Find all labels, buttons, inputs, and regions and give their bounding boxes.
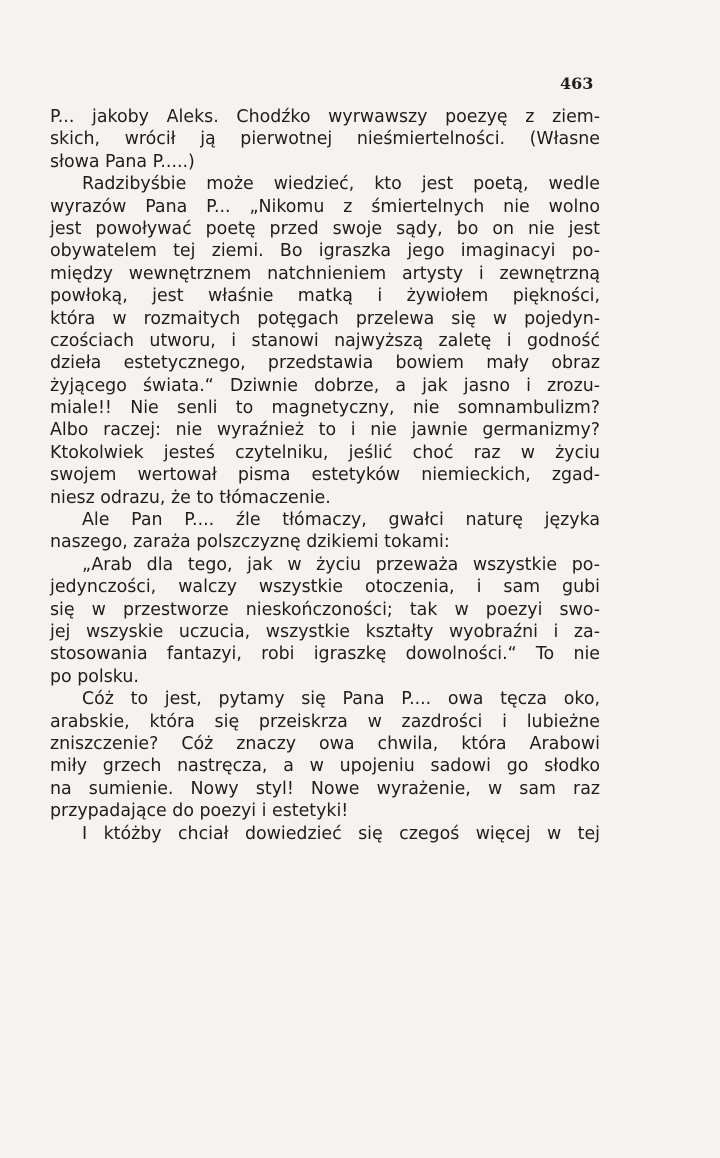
- text-line: Albo raczej: nie wyraźnież to i nie jawnie germanizmy?: [50, 420, 600, 441]
- text-line: Cóż to jest, pytamy się Pana P.... owa tęcza oko,: [82, 689, 600, 710]
- text-line: powłoką, jest właśnie matką i żywiołem piękności,: [50, 286, 600, 307]
- text-line: zniszczenie? Cóż znaczy owa chwila, która Arabowi: [50, 733, 600, 754]
- text-line: Ale Pan P.... źle tłómaczy, gwałci naturę języka: [82, 510, 600, 531]
- text-line: swojem wertował pisma estetyków niemieckich, zgad-: [50, 465, 600, 486]
- text-line: żyjącego świata.“ Dziwnie dobrze, a jak jasno i zrozu-: [50, 375, 600, 396]
- text-line: czościach utworu, i stanowi najwyższą zaletę i godność: [50, 330, 600, 351]
- page-number: 463: [560, 74, 594, 93]
- text-line: stosowania fantazyi, robi igraszkę dowolności.“ To nie: [50, 644, 600, 665]
- text-line: przypadające do poezyi i estetyki!: [50, 801, 349, 822]
- text-line: która w rozmaitych potęgach przelewa się w pojedyn-: [50, 308, 600, 329]
- text-line: obywatelem tej ziemi. Bo igraszka jego imaginacyi po-: [50, 241, 600, 262]
- text-line: po polsku.: [50, 666, 139, 687]
- text-line: P... jakoby Aleks. Chodźko wyrwawszy poezyę z ziem-: [50, 107, 600, 127]
- text-line: jej wszyskie uczucia, wszystkie kształty wyobraźni i za-: [50, 621, 600, 642]
- text-line: naszego, zaraża polszczyznę dzikiemi tokami:: [50, 532, 450, 553]
- text-line: miły grzech nastręcza, a w upojeniu sadowi go słodko: [50, 756, 600, 777]
- text-line: wyrazów Pana P... „Nikomu z śmiertelnych nie wolno: [50, 196, 600, 217]
- text-line: jest powoływać poetę przed swoje sądy, bo on nie jest: [50, 218, 600, 239]
- text-line: arabskie, która się przeiskrza w zazdrości i lubieżne: [50, 711, 600, 732]
- text-line: słowa Pana P.....): [50, 151, 195, 172]
- text-line: I któżby chciał dowiedzieć się czegoś więcej w tej: [82, 823, 600, 844]
- text-line: Ktokolwiek jesteś czytelniku, jeślić choć raz w życiu: [50, 442, 600, 463]
- text-line: Radzibyśbie może wiedzieć, kto jest poetą, wedle: [82, 174, 600, 195]
- body-text: [50, 106, 600, 845]
- text-line: się w przestworze nieskończoności; tak w poezyi swo-: [50, 599, 600, 620]
- text-line: na sumienie. Nowy styl! Nowe wyrażenie, w sam raz: [50, 778, 600, 799]
- text-line: między wewnętrznem natchnieniem artysty i zewnętrzną: [50, 263, 600, 284]
- text-line: „Arab dla tego, jak w życiu przeważa wszystkie po-: [82, 554, 600, 575]
- text-line: dzieła estetycznego, przedstawia bowiem mały obraz: [50, 353, 600, 374]
- text-line: miale!! Nie senli to magnetyczny, nie somnambulizm?: [50, 398, 600, 419]
- text-line: jedynczości, walczy wszystkie otoczenia, i sam gubi: [50, 577, 600, 598]
- text-line: skich, wrócił ją pierwotnej nieśmiertelności. (Własne: [50, 129, 600, 150]
- text-line: niesz odrazu, że to tłómaczenie.: [50, 487, 331, 508]
